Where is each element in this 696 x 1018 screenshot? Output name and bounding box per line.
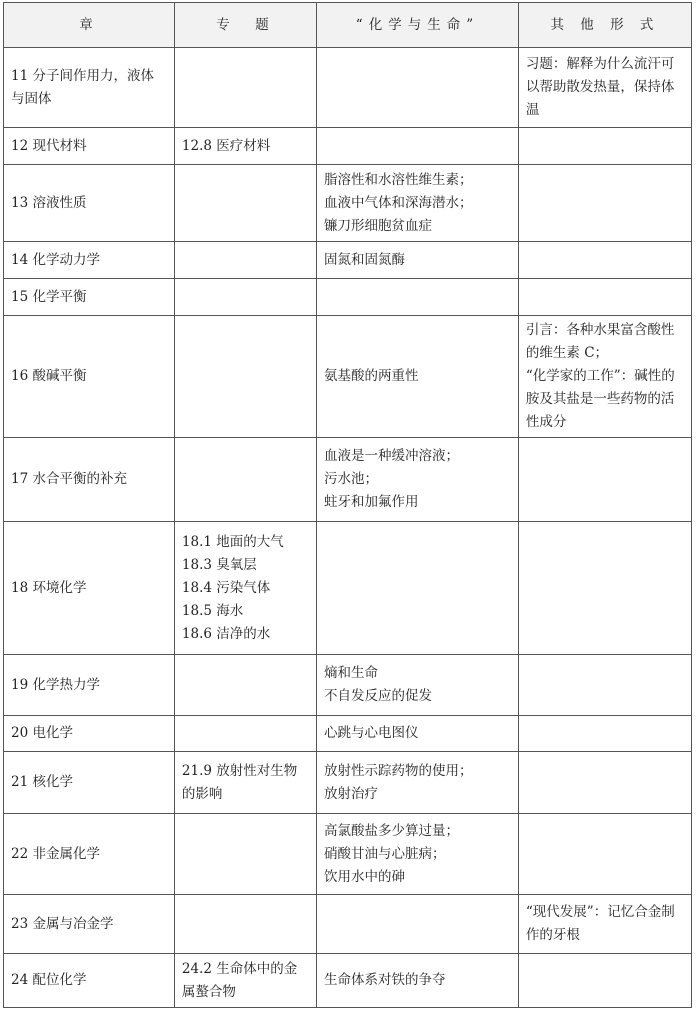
chapter-cell: 17 水合平衡的补充 bbox=[4, 438, 175, 522]
life-cell bbox=[317, 814, 519, 895]
life-cell-line: 镰刀形细胞贫血症 bbox=[324, 217, 432, 234]
life-cell-line: 熵和生命 bbox=[324, 665, 378, 681]
other-cell bbox=[518, 438, 691, 522]
life-cell bbox=[317, 316, 519, 438]
other-cell bbox=[518, 716, 691, 752]
life-cell bbox=[317, 895, 519, 954]
life-cell bbox=[317, 165, 519, 242]
life-cell-line: 心跳与心电图仪 bbox=[324, 725, 419, 741]
other-cell bbox=[518, 752, 691, 814]
header-other-forms: 其 他 形 式 bbox=[518, 3, 691, 48]
topic-cell bbox=[174, 165, 316, 242]
other-cell bbox=[518, 954, 691, 1008]
topic-cell bbox=[174, 316, 316, 438]
topic-cell-line: 18.1 地面的大气 bbox=[181, 533, 284, 550]
life-cell-line: 饮用水中的砷 bbox=[324, 868, 405, 885]
chapter-cell: 24 配位化学 bbox=[4, 954, 175, 1008]
table-row bbox=[4, 316, 692, 438]
other-cell-line: “化学家的工作”：碱性的胺及其盐是一些药物的活性成分 bbox=[525, 368, 675, 430]
topic-cell bbox=[174, 954, 316, 1008]
chapter-cell: 19 化学热力学 bbox=[4, 655, 175, 716]
other-cell bbox=[518, 895, 691, 954]
life-cell-line: 生命体系对铁的争夺 bbox=[324, 972, 446, 988]
chapter-cell: 16 酸碱平衡 bbox=[4, 316, 175, 438]
table-body bbox=[4, 48, 692, 1008]
other-cell-line: “现代发展”：记忆合金制作的牙根 bbox=[525, 904, 675, 943]
chapter-cell: 23 金属与冶金学 bbox=[4, 895, 175, 954]
life-cell bbox=[317, 438, 519, 522]
life-cell bbox=[317, 716, 519, 752]
table-row bbox=[4, 655, 692, 716]
life-cell bbox=[317, 752, 519, 814]
header-chemistry-and-life: “化学与生命” bbox=[317, 3, 519, 48]
table-row bbox=[4, 128, 692, 165]
other-cell bbox=[518, 814, 691, 895]
chapter-cell: 13 溶液性质 bbox=[4, 165, 175, 242]
life-cell bbox=[317, 48, 519, 128]
topic-cell bbox=[174, 48, 316, 128]
life-cell-line: 脂溶性和水溶性维生素； bbox=[324, 171, 473, 188]
table-row bbox=[4, 814, 692, 895]
chapter-cell: 18 环境化学 bbox=[4, 522, 175, 655]
other-cell bbox=[518, 279, 691, 316]
topic-cell-line: 18.6 洁净的水 bbox=[181, 625, 271, 642]
topic-cell-line: 24.2 生命体中的金属螯合物 bbox=[181, 960, 298, 1000]
table-row bbox=[4, 954, 692, 1008]
topic-cell bbox=[174, 242, 316, 279]
life-cell-line: 硝酸甘油与心脏病； bbox=[324, 845, 446, 862]
other-cell bbox=[518, 522, 691, 655]
topic-cell bbox=[174, 279, 316, 316]
life-cell-line: 高氯酸盐多少算过量； bbox=[324, 822, 459, 839]
life-cell bbox=[317, 242, 519, 279]
topic-cell-line: 21.9 放射性对生物的影响 bbox=[181, 762, 298, 802]
life-cell bbox=[317, 655, 519, 716]
life-cell-line: 放射性示踪药物的使用； bbox=[324, 762, 473, 779]
table-row bbox=[4, 438, 692, 522]
header-topic: 专 题 bbox=[174, 3, 316, 48]
other-cell bbox=[518, 48, 691, 128]
topic-cell bbox=[174, 752, 316, 814]
topic-cell-line: 18.4 污染气体 bbox=[181, 579, 271, 596]
life-cell-line: 污水池； bbox=[324, 471, 378, 487]
chapter-topics-table bbox=[3, 2, 692, 1008]
table-row bbox=[4, 895, 692, 954]
life-cell-line: 不自发反应的促发 bbox=[324, 688, 432, 704]
chapter-cell: 14 化学动力学 bbox=[4, 242, 175, 279]
topic-cell bbox=[174, 128, 316, 165]
life-cell bbox=[317, 522, 519, 655]
table-row bbox=[4, 752, 692, 814]
topic-cell-line: 12.8 医疗材料 bbox=[181, 137, 271, 154]
topic-cell bbox=[174, 895, 316, 954]
topic-cell bbox=[174, 716, 316, 752]
topic-cell-line: 18.3 臭氧层 bbox=[181, 556, 257, 573]
life-cell-line: 蛀牙和加氟作用 bbox=[324, 494, 419, 510]
other-cell-line: 引言：各种水果富含酸性的维生素 C； bbox=[525, 322, 675, 361]
other-cell bbox=[518, 655, 691, 716]
chapter-cell: 21 核化学 bbox=[4, 752, 175, 814]
other-cell bbox=[518, 165, 691, 242]
life-cell bbox=[317, 128, 519, 165]
life-cell bbox=[317, 279, 519, 316]
topic-cell-line: 18.5 海水 bbox=[181, 602, 244, 619]
chapter-cell: 15 化学平衡 bbox=[4, 279, 175, 316]
chapter-cell: 20 电化学 bbox=[4, 716, 175, 752]
header-row bbox=[4, 3, 692, 48]
life-cell-line: 血液是一种缓冲溶液； bbox=[324, 448, 459, 464]
table-header bbox=[4, 3, 692, 48]
life-cell-line: 血液中气体和深海潜水； bbox=[324, 194, 473, 211]
topic-cell bbox=[174, 655, 316, 716]
topic-cell bbox=[174, 438, 316, 522]
table-row bbox=[4, 165, 692, 242]
life-cell bbox=[317, 954, 519, 1008]
life-cell-line: 放射治疗 bbox=[324, 785, 378, 802]
life-cell-line: 氨基酸的两重性 bbox=[324, 368, 419, 384]
table-row bbox=[4, 242, 692, 279]
other-cell-line: 习题：解释为什么流汗可以帮助散发热量，保持体温 bbox=[525, 56, 675, 118]
header-chapter: 章 bbox=[4, 3, 175, 48]
chapter-cell: 11 分子间作用力，液体与固体 bbox=[4, 48, 175, 128]
table-row bbox=[4, 522, 692, 655]
other-cell bbox=[518, 128, 691, 165]
topic-cell bbox=[174, 522, 316, 655]
other-cell bbox=[518, 242, 691, 279]
other-cell bbox=[518, 316, 691, 438]
table-row bbox=[4, 279, 692, 316]
chapter-cell: 22 非金属化学 bbox=[4, 814, 175, 895]
chapter-cell: 12 现代材料 bbox=[4, 128, 175, 165]
life-cell-line: 固氮和固氮酶 bbox=[324, 251, 405, 268]
topic-cell bbox=[174, 814, 316, 895]
table-row bbox=[4, 716, 692, 752]
table-row bbox=[4, 48, 692, 128]
